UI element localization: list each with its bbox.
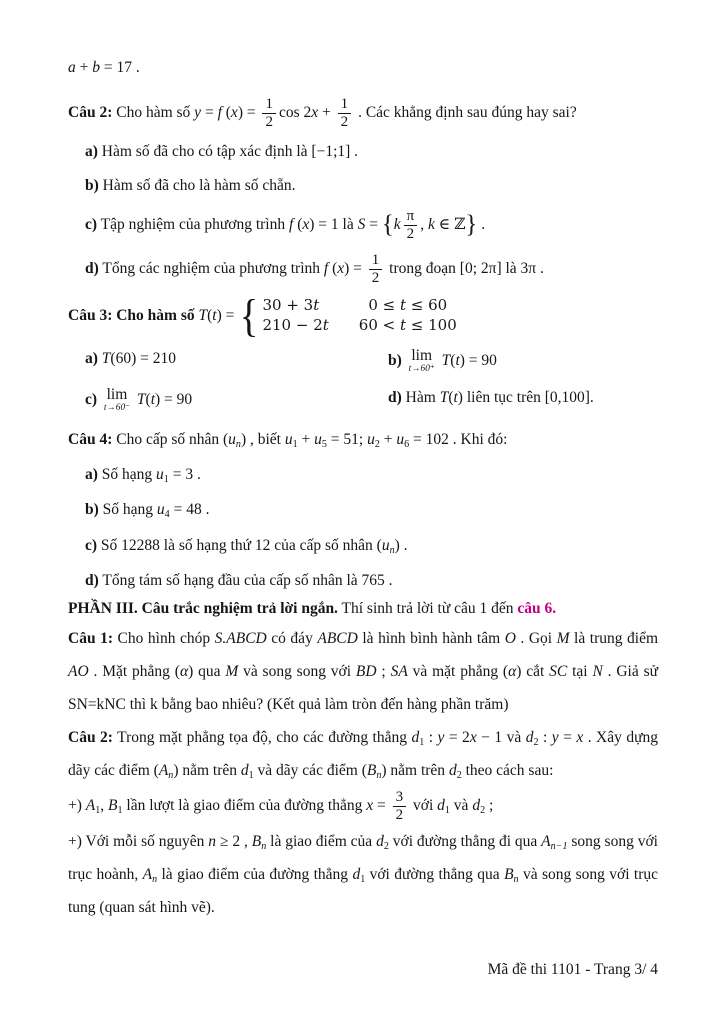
part-3-bullet-1: +) $A_1$, $B_1$ lần lượt là giao điểm của đường thẳng x = $\frac{3}{2}$ với $d_1$ và $d_2$ ; <box>68 788 494 823</box>
question-3-heading-text: Câu 3: Cho hàm số T(t) = <box>68 306 235 324</box>
footer-page-number: Mã đề thi 1101 - Trang 3/ 4 <box>487 960 658 978</box>
piecewise-grid <box>262 296 456 336</box>
part-3-question-1: Câu 1: Cho hình chóp S.ABCD có đáy ABCD là hình bình hành tâm O . Gọi M là trung điểm AO . Mặt phẳng (α) qua M và song song với BD ; SA và mặt phẳng (α) cắt SC tại N . Giả sử SN=kNC thì k bằng bao nhiêu? (Kết quả làm tròn đến hàng phần trăm) <box>68 630 659 714</box>
question-3-item-b: b) lim t→60⁺ T(t) = 90 <box>388 346 497 374</box>
question-3-item-a: a) T(60) = 210 <box>85 349 176 367</box>
fraction: $\frac{1}{2}$ <box>369 252 383 287</box>
question-2-item-d: d) Tổng các nghiệm của phương trình f (x) = $\frac{1}{2}$ trong đoạn [0; 2π] là 3π . <box>85 252 544 287</box>
piecewise-expr-1: 30 + 3t <box>262 296 320 315</box>
question-4-item-a: a) Số hạng $u_1 = 3$ . <box>85 466 201 486</box>
question-2-item-a: a) Hàm số đã cho có tập xác định là [−1;1] . <box>85 143 359 161</box>
piecewise-expr-2: 210 − 2t <box>262 315 329 334</box>
question-4-item-c: c) Số 12288 là số hạng thứ 12 của cấp số nhân $(u_n)$ . <box>85 536 408 556</box>
question-2-item-b: b) Hàm số đã cho là hàm số chẵn. <box>85 177 296 195</box>
part-3-heading: PHẦN III. Câu trắc nghiệm trả lời ngắn. Thí sinh trả lời từ câu 1 đến câu 6. <box>68 599 557 617</box>
question-4-item-b: b) Số hạng $u_4 = 48$ . <box>85 501 210 521</box>
question-2-item-c: c) Tập nghiệm của phương trình f (x) = 1 là S = {k $\frac{\pi}{2}$ , k ∈ ℤ} . <box>85 207 486 242</box>
question-3-item-d: d) Hàm T(t) liên tục trên [0,100]. <box>388 389 594 407</box>
limit-expression: lim t→60⁺ <box>408 346 435 374</box>
limit-expression: lim t→60⁻ <box>103 386 131 414</box>
question-3-heading <box>68 290 658 342</box>
left-brace: { <box>240 290 259 342</box>
question-3-item-c: c) lim t→60⁻ T(t) = 90 <box>85 386 193 414</box>
question-4-item-d: d) Tổng tám số hạng đầu của cấp số nhân là 765 . <box>85 572 393 590</box>
question-3-items <box>68 348 658 414</box>
equation-a-plus-b: a + b = 17 . <box>68 59 140 76</box>
question-4-heading: Câu 4: Cho cấp số nhân $(u_n)$ , biết $u_1 + u_5 = 51$; $u_2 + u_6 = 102$ . Khi đó: <box>68 430 508 450</box>
fraction: $\frac{1}{2}$ <box>262 96 276 131</box>
fraction: $\frac{\pi}{2}$ <box>404 208 418 243</box>
question-2-heading: Câu 2: Cho hàm số y = f (x) = $\frac{1}{2}$ cos 2x + $\frac{1}{2}$ . Các khẳng định sau đúng hay sai? <box>68 95 577 130</box>
fraction: $\frac{3}{2}$ <box>393 789 407 824</box>
fraction: $\frac{1}{2}$ <box>338 96 352 131</box>
piecewise-function <box>238 290 457 342</box>
piecewise-cond-2: 60 < t ≤ 100 <box>358 315 457 334</box>
piecewise-cond-1: 0 ≤ t ≤ 60 <box>368 296 448 315</box>
part-3-bullet-2: +) Với mỗi số nguyên n ≥ 2 , $B_n$ là giao điểm của $d_2$ với đường thẳng đi qua $A_{n-1}$ song song với trục hoành, $A_n$ là giao điểm của đường thẳng $d_1$ với đường thẳng qua $B_n$ và song song với trục tung (quan sát hình vẽ). <box>68 833 659 917</box>
part-3-question-2: Câu 2: Trong mặt phẳng tọa độ, cho các đường thẳng $d_1$ : y = 2x − 1 và $d_2$ : y = x . Xây dựng dãy các điểm $(A_n)$ nằm trên $d_1$ và dãy các điểm $(B_n)$ nằm trên $d_2$ theo cách sau: <box>68 729 658 782</box>
